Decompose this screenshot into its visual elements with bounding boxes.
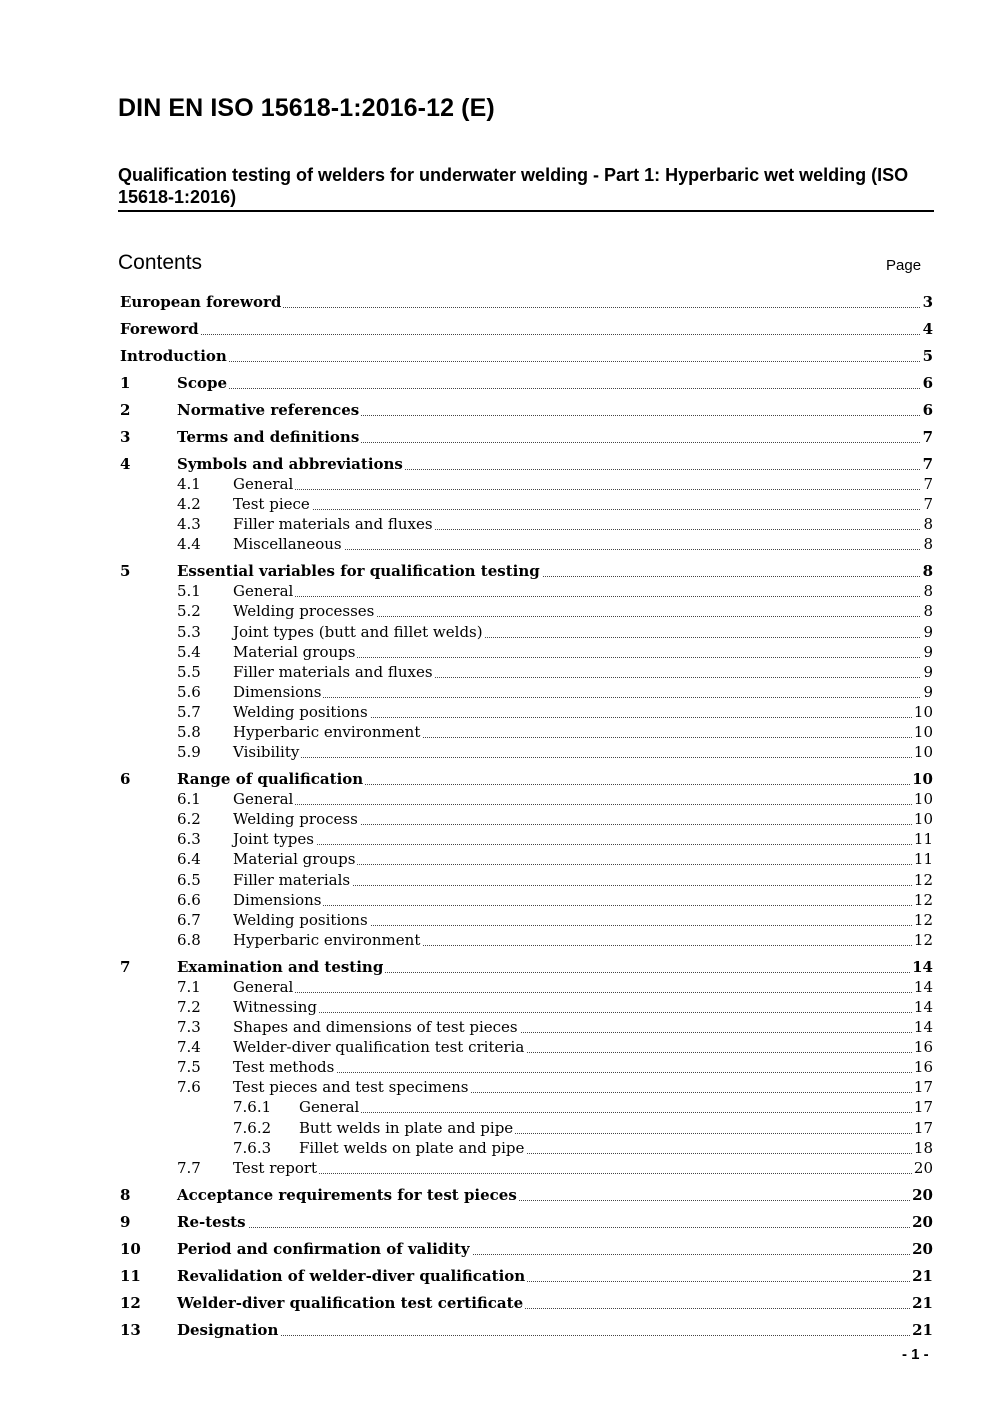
toc-dot-leader: [243, 509, 922, 510]
toc-entry-title: Material groups: [233, 850, 356, 868]
toc-entry-title: Joint types (butt and fillet welds): [233, 623, 483, 641]
toc-entry-number: 5.7: [177, 703, 201, 721]
toc-entry-title: Scope: [177, 374, 228, 392]
toc-entry-number: 7.4: [177, 1038, 201, 1056]
document-subtitle: Qualification testing of welders for underwater welding - Part 1: Hyperbaric wet welding (ISO 15618-1:2016): [118, 165, 909, 207]
toc-entry-number: 5.6: [177, 683, 201, 701]
toc-entry[interactable]: [0, 1320, 992, 1340]
toc-entry-title: Hyperbaric environment: [233, 931, 421, 949]
toc-entry[interactable]: [0, 1185, 992, 1205]
toc-entry-number: 7.3: [177, 1018, 201, 1036]
toc-entry-number: 8: [120, 1186, 131, 1204]
toc-entry-title: Terms and definitions: [177, 428, 360, 446]
toc-entry-title: Welding positions: [233, 911, 368, 929]
toc-entry-number: 6.7: [177, 911, 201, 929]
toc-entry[interactable]: [0, 769, 992, 789]
toc-entry-page: 18: [913, 1139, 933, 1157]
toc-entry-page: 16: [913, 1038, 933, 1056]
toc-entry-number: 7.6.1: [233, 1098, 272, 1116]
toc-entry-number: 7.2: [177, 998, 201, 1016]
toc-entry-title: Test methods: [233, 1058, 335, 1076]
toc-entry[interactable]: [0, 581, 992, 601]
toc-entry-page: 14: [913, 1018, 933, 1036]
toc-entry-title: Test piece: [233, 495, 310, 513]
toc-entry-number: 4.3: [177, 515, 201, 533]
toc-dot-leader: [187, 388, 922, 389]
toc-entry-number: 1: [120, 374, 131, 392]
toc-entry-title: Joint types: [233, 830, 314, 848]
toc-entry-title: Hyperbaric environment: [233, 723, 421, 741]
toc-entry-title: Filler materials and fluxes: [233, 663, 433, 681]
toc-entry-title: General: [233, 790, 294, 808]
toc-entry[interactable]: [0, 319, 992, 339]
toc-entry[interactable]: [0, 427, 992, 447]
toc-entry-page: 8: [923, 535, 933, 553]
toc-entry[interactable]: [0, 722, 992, 742]
toc-entry[interactable]: [0, 1118, 992, 1138]
toc-entry-title: Dimensions: [233, 683, 322, 701]
toc-entry-title: Range of qualification: [177, 770, 364, 788]
toc-entry-number: 6.6: [177, 891, 201, 909]
toc-entry[interactable]: [0, 890, 992, 910]
toc-entry[interactable]: [0, 1239, 992, 1259]
toc-entry-title: Welding processes: [233, 602, 375, 620]
toc-entry-title: Essential variables for qualification testing: [177, 562, 540, 580]
toc-entry[interactable]: [0, 292, 992, 312]
toc-entry-title: Welding positions: [233, 703, 368, 721]
toc-entry[interactable]: [0, 930, 992, 950]
toc-entry-page: 5: [922, 347, 933, 365]
toc-entry-number: 6.1: [177, 790, 201, 808]
toc-entry[interactable]: [0, 1077, 992, 1097]
toc-entry-number: 6.5: [177, 871, 201, 889]
toc-entry[interactable]: [0, 561, 992, 581]
toc-entry[interactable]: [0, 662, 992, 682]
toc-entry-number: 6.3: [177, 830, 201, 848]
toc-entry-page: 10: [913, 790, 933, 808]
toc-entry-number: 5.5: [177, 663, 201, 681]
toc-entry-page: 6: [922, 374, 933, 392]
toc-dot-leader: [187, 1335, 922, 1336]
toc-entry-page: 9: [923, 663, 933, 681]
toc-entry-page: 20: [912, 1186, 933, 1204]
toc-entry-number: 13: [120, 1321, 141, 1339]
page-number: - 1 -: [902, 1346, 929, 1363]
toc-entry-number: 7.6: [177, 1078, 201, 1096]
toc-entry-number: 5.2: [177, 602, 201, 620]
toc-dot-leader: [243, 804, 922, 805]
toc-entry-number: 7.6.2: [233, 1119, 272, 1137]
toc-entry-number: 9: [120, 1213, 131, 1231]
toc-entry[interactable]: [0, 1293, 992, 1313]
toc-entry[interactable]: [0, 910, 992, 930]
toc-entry[interactable]: [0, 601, 992, 621]
toc-entry-page: 10: [913, 810, 933, 828]
toc-entry-number: 11: [120, 1267, 141, 1285]
toc-entry-title: General: [233, 978, 294, 996]
toc-entry-page: 6: [922, 401, 933, 419]
toc-entry-title: Normative references: [177, 401, 360, 419]
toc-entry-number: 7.5: [177, 1058, 201, 1076]
toc-entry-page: 20: [913, 1159, 933, 1177]
toc-entry-page: 12: [913, 871, 933, 889]
toc-entry-title: Welder-diver qualification test criteria: [233, 1038, 525, 1056]
toc-entry-page: 20: [912, 1240, 933, 1258]
toc-entry-page: 9: [923, 643, 933, 661]
toc-entry[interactable]: [0, 1037, 992, 1057]
toc-entry-page: 8: [923, 515, 933, 533]
toc-dot-leader: [243, 1173, 922, 1174]
toc-entry-title: Shapes and dimensions of test pieces: [233, 1018, 518, 1036]
toc-entry-page: 21: [912, 1294, 933, 1312]
toc-entry-number: 4.1: [177, 475, 201, 493]
toc-entry-page: 11: [913, 830, 933, 848]
toc-entry-title: European foreword: [120, 293, 282, 311]
toc-dot-leader: [243, 1012, 922, 1013]
toc-entry-number: 5.4: [177, 643, 201, 661]
toc-entry-page: 3: [922, 293, 933, 311]
toc-entry-page: 10: [913, 723, 933, 741]
toc-entry-title: Acceptance requirements for test pieces: [177, 1186, 517, 1204]
toc-entry-number: 5.9: [177, 743, 201, 761]
toc-entry-number: 4: [120, 455, 131, 473]
toc-entry[interactable]: [0, 742, 992, 762]
toc-dot-leader: [243, 1072, 922, 1073]
toc-entry[interactable]: [0, 1266, 992, 1286]
toc-entry[interactable]: [0, 346, 992, 366]
toc-entry-title: Designation: [177, 1321, 279, 1339]
toc-entry[interactable]: [0, 957, 992, 977]
toc-dot-leader: [309, 1112, 922, 1113]
toc-entry-page: 12: [913, 891, 933, 909]
toc-entry-page: 17: [913, 1119, 933, 1137]
toc-entry-number: 7: [120, 958, 131, 976]
toc-entry-title: Butt welds in plate and pipe: [299, 1119, 514, 1137]
toc-entry-page: 8: [923, 582, 933, 600]
toc-entry-title: Period and confirmation of validity: [177, 1240, 470, 1258]
toc-entry[interactable]: [0, 642, 992, 662]
toc-entry-number: 7.7: [177, 1159, 201, 1177]
toc-entry[interactable]: [0, 514, 992, 534]
toc-dot-leader: [130, 361, 922, 362]
toc-entry-title: Examination and testing: [177, 958, 384, 976]
toc-entry-page: 4: [922, 320, 933, 338]
toc-entry[interactable]: [0, 997, 992, 1017]
toc-entry[interactable]: [0, 977, 992, 997]
toc-entry-page: 14: [913, 978, 933, 996]
toc-entry-page: 16: [913, 1058, 933, 1076]
toc-entry[interactable]: [0, 454, 992, 474]
toc-entry-page: 12: [913, 911, 933, 929]
toc-entry[interactable]: [0, 870, 992, 890]
toc-entry-number: 5.8: [177, 723, 201, 741]
toc-entry-number: 6: [120, 770, 131, 788]
toc-entry[interactable]: [0, 809, 992, 829]
toc-entry-page: 11: [913, 850, 933, 868]
toc-entry-page: 9: [923, 623, 933, 641]
toc-entry-number: 5: [120, 562, 131, 580]
toc-dot-leader: [187, 1227, 922, 1228]
toc-entry[interactable]: [0, 622, 992, 642]
toc-entry-number: 3: [120, 428, 131, 446]
toc-entry-title: Witnessing: [233, 998, 317, 1016]
toc-entry-title: Fillet welds on plate and pipe: [299, 1139, 525, 1157]
toc-entry[interactable]: [0, 1138, 992, 1158]
document-title: DIN EN ISO 15618-1:2016-12 (E): [118, 94, 495, 122]
toc-entry-number: 6.8: [177, 931, 201, 949]
toc-entry-number: 4.4: [177, 535, 201, 553]
toc-entry-title: Re-tests: [177, 1213, 246, 1231]
toc-entry-page: 14: [912, 958, 933, 976]
toc-entry[interactable]: [0, 474, 992, 494]
toc-entry-title: Introduction: [120, 347, 227, 365]
toc-entry-page: 7: [922, 428, 933, 446]
toc-entry-title: Miscellaneous: [233, 535, 342, 553]
toc-entry-number: 4.2: [177, 495, 201, 513]
toc-entry-page: 17: [913, 1078, 933, 1096]
toc-entry-title: General: [233, 475, 294, 493]
toc-dot-leader: [243, 596, 922, 597]
toc-entry[interactable]: [0, 373, 992, 393]
toc-entry-page: 7: [923, 495, 933, 513]
toc-entry-page: 21: [912, 1267, 933, 1285]
toc-dot-leader: [243, 844, 922, 845]
toc-entry-page: 21: [912, 1321, 933, 1339]
toc-entry-page: 7: [923, 475, 933, 493]
toc-entry[interactable]: [0, 400, 992, 420]
toc-dot-leader: [130, 334, 922, 335]
toc-dot-leader: [243, 697, 922, 698]
toc-dot-leader: [243, 992, 922, 993]
toc-entry[interactable]: [0, 534, 992, 554]
toc-dot-leader: [243, 549, 922, 550]
toc-entry-number: 2: [120, 401, 131, 419]
toc-entry-title: Material groups: [233, 643, 356, 661]
toc-entry-title: Welder-diver qualification test certificate: [177, 1294, 524, 1312]
toc-entry-title: Test report: [233, 1159, 318, 1177]
toc-entry-page: 10: [913, 703, 933, 721]
toc-dot-leader: [243, 757, 922, 758]
toc-entry-page: 12: [913, 931, 933, 949]
toc-entry-title: Dimensions: [233, 891, 322, 909]
contents-heading: Contents: [118, 251, 203, 274]
toc-entry-page: 17: [913, 1098, 933, 1116]
toc-entry-page: 8: [923, 602, 933, 620]
toc-entry-page: 20: [912, 1213, 933, 1231]
toc-entry-title: Filler materials and fluxes: [233, 515, 433, 533]
toc-entry-title: Foreword: [120, 320, 199, 338]
toc-entry-number: 6.2: [177, 810, 201, 828]
page-column-label: Page: [886, 257, 922, 274]
toc-entry-title: Test pieces and test specimens: [233, 1078, 469, 1096]
toc-entry-page: 7: [922, 455, 933, 473]
toc-entry-number: 5.1: [177, 582, 201, 600]
toc-entry[interactable]: [0, 1017, 992, 1037]
toc-entry-number: 5.3: [177, 623, 201, 641]
toc-entry-page: 10: [913, 743, 933, 761]
toc-entry[interactable]: [0, 1097, 992, 1117]
toc-entry-number: 6.4: [177, 850, 201, 868]
toc-entry-number: 7.6.3: [233, 1139, 272, 1157]
toc-entry-page: 9: [923, 683, 933, 701]
toc-entry-title: Welding process: [233, 810, 358, 828]
toc-entry-title: General: [299, 1098, 360, 1116]
toc-entry[interactable]: [0, 494, 992, 514]
toc-entry-title: Filler materials: [233, 871, 351, 889]
toc-entry-title: Revalidation of welder-diver qualification: [177, 1267, 526, 1285]
toc-entry[interactable]: [0, 1158, 992, 1178]
toc-entry[interactable]: [0, 682, 992, 702]
toc-dot-leader: [243, 489, 922, 490]
toc-entry-title: General: [233, 582, 294, 600]
toc-entry-number: 10: [120, 1240, 141, 1258]
toc-entry-number: 12: [120, 1294, 141, 1312]
toc-entry-title: Symbols and abbreviations: [177, 455, 403, 473]
toc-entry[interactable]: [0, 829, 992, 849]
toc-entry[interactable]: [0, 849, 992, 869]
toc-entry-number: 7.1: [177, 978, 201, 996]
toc-entry-page: 8: [922, 562, 933, 580]
toc-entry-page: 14: [913, 998, 933, 1016]
toc-dot-leader: [243, 905, 922, 906]
toc-entry[interactable]: [0, 1057, 992, 1077]
toc-entry-page: 10: [912, 770, 933, 788]
toc-entry[interactable]: [0, 1212, 992, 1232]
toc-entry[interactable]: [0, 702, 992, 722]
toc-entry-title: Visibility: [233, 743, 300, 761]
toc-entry[interactable]: [0, 789, 992, 809]
